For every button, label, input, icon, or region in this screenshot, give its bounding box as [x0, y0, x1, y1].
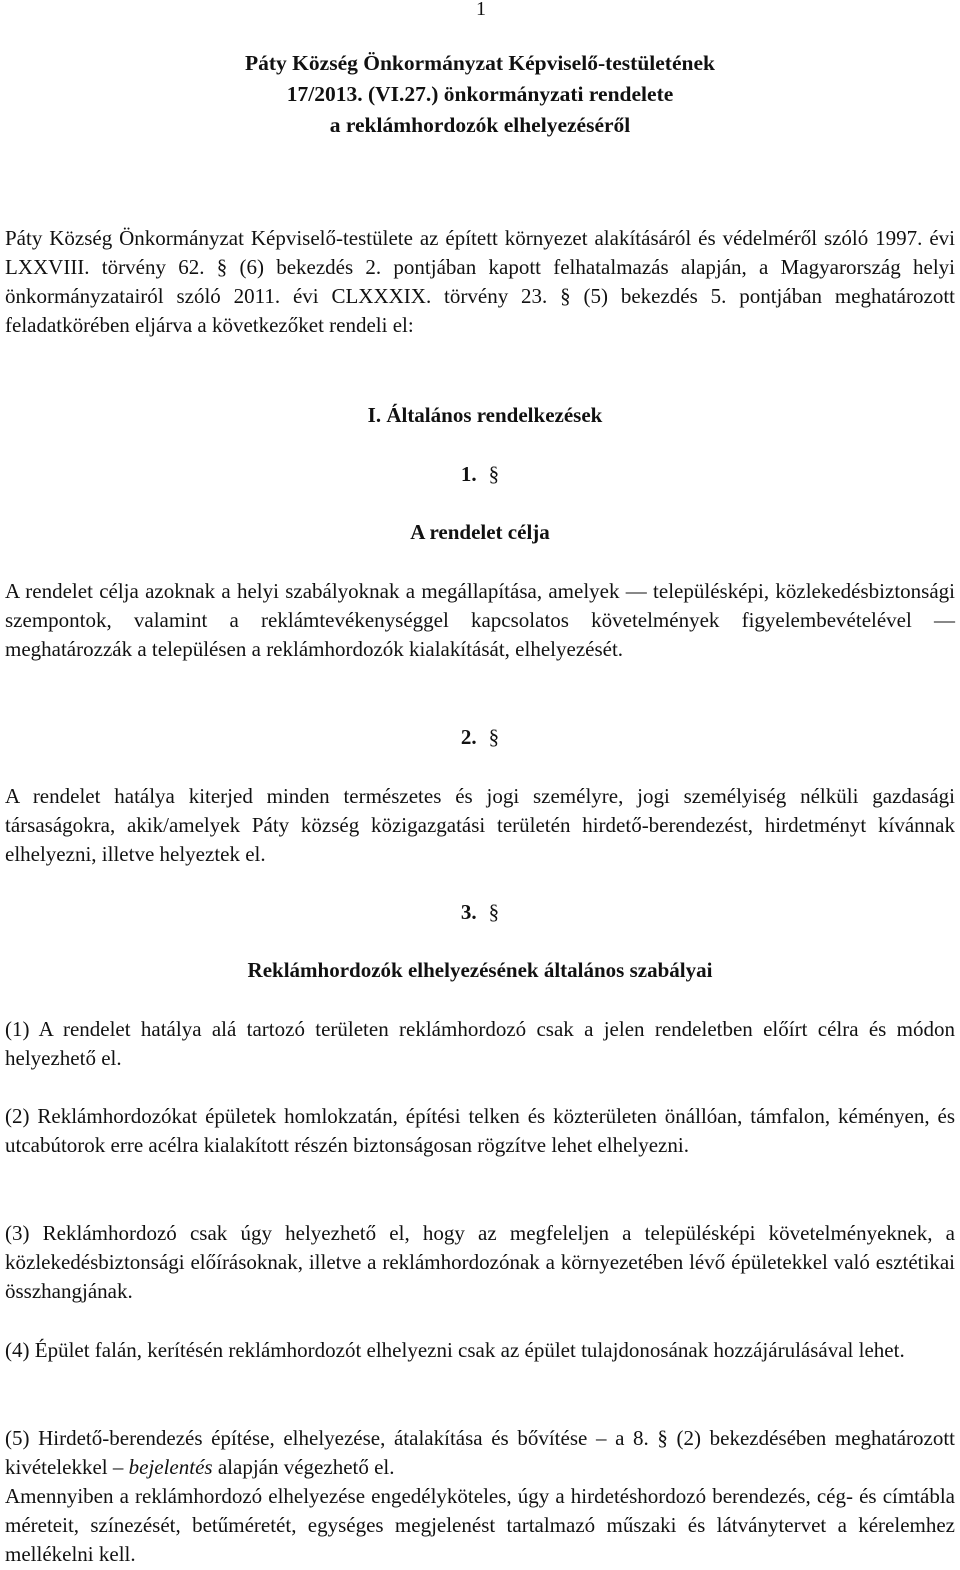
paragraph-sign-icon: § [488, 462, 500, 486]
document-title [0, 48, 960, 141]
title-line-2: 17/2013. (VI.27.) önkormányzati rendelete [286, 82, 674, 106]
section-3-paragraph-2: (2) Reklámhordozókat épületek homlokzatán, építési telken és közterületen önállóan, támfalon, kéményen, és utcabútorok erre acélra kialakított részén biztonságosan rögzítve lehet elhelyezni. [5, 1104, 955, 1157]
section-1-number [0, 460, 960, 489]
paragraph-sign-icon: § [488, 900, 500, 924]
section-1-heading: A rendelet célja [410, 520, 550, 544]
section-number: 2. [460, 725, 477, 749]
paragraph-sign-icon: § [488, 725, 500, 749]
section-3-number [0, 898, 960, 927]
section-number: 3. [460, 900, 477, 924]
preamble: Páty Község Önkormányzat Képviselő-testülete az épített környezet alakításáról és védelméről szóló 1997. évi LXXVIII. törvény 62. § (6) bekezdés 2. pontjában kapott felhatalmazás alapján, a Magyarország helyi önkormányzatairól szóló 2011. évi CLXXXIX. törvény 23. § (5) bekezdés 5. pontjában meghatározott feladatkörében eljárva a következőket rendeli el: [5, 226, 955, 337]
title-line-1: Páty Község Önkormányzat Képviselő-testületének [245, 51, 715, 75]
section-number: 1. [460, 462, 477, 486]
section-3-paragraph-6: Amennyiben a reklámhordozó elhelyezése engedélyköteles, úgy a hirdetéshordozó berendezés, cég- és címtábla méreteit, színezését, betűméretét, egységes megjelenést tartalmazó műszaki és látványtervet a kérelemhez mellékelni kell. [5, 1484, 955, 1566]
section-1-text: A rendelet célja azoknak a helyi szabályoknak a megállapítása, amelyek — településképi, közlekedésbiztonsági szempontok, valamint a reklámtevékenységgel kapcsolatos követelmények figyelembevételével — meghatározzák a településen a reklámhordozók kialakítását, elhelyezését. [5, 579, 955, 661]
section-3-paragraph-4: (4) Épület falán, kerítésén reklámhordozót elhelyezni csak az épület tulajdonosának hozzájárulásával lehet. [5, 1338, 905, 1362]
paragraph-5-tail: alapján végezhető el. [212, 1455, 395, 1479]
paragraph-5-italic: bejelentés [128, 1455, 213, 1479]
section-3-paragraph-3: (3) Reklámhordozó csak úgy helyezhető el, hogy az megfeleljen a településképi követelményeknek, a közlekedésbiztonsági előírásoknak, illetve a reklámhordozónak a környezetében lévő épületekkel való esztétikai összhangjának. [5, 1221, 955, 1303]
section-3-paragraph-1: (1) A rendelet hatálya alá tartozó területen reklámhordozó csak a jelen rendeletben előírt célra és módon helyezhető el. [5, 1017, 955, 1070]
page-number: 1 [476, 0, 486, 20]
section-3-paragraph-5 [5, 1424, 955, 1482]
section-2-number [0, 723, 960, 752]
section-2-text: A rendelet hatálya kiterjed minden természetes és jogi személyre, jogi személyiség nélküli gazdasági társaságokra, akik/amelyek Páty község közigazgatási területén hirdető-berendezést, hirdetményt kívánnak elhelyezni, illetve helyeztek el. [5, 784, 955, 866]
paragraph-5-text: (5) Hirdető-berendezés építése, elhelyezése, átalakítása és bővítése – a 8. § (2) bekezdésében meghatározott kivételekkel – [5, 1426, 955, 1479]
title-line-3: a reklámhordozók elhelyezéséről [329, 113, 631, 137]
section-3-heading: Reklámhordozók elhelyezésének általános szabályai [247, 958, 713, 982]
chapter-heading: I. Általános rendelkezések [367, 403, 603, 427]
